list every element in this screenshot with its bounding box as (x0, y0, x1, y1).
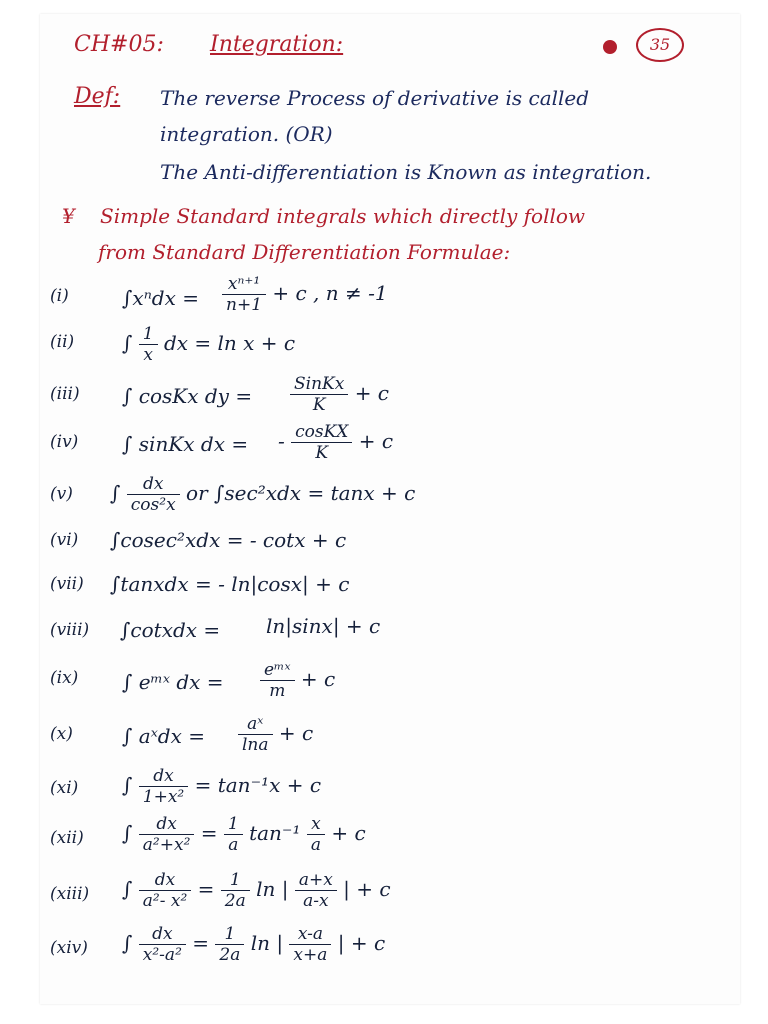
lhs-denominator: a²- x² (142, 891, 188, 911)
section-bullet: ¥ (62, 204, 75, 228)
formula-number: (iv) (50, 432, 79, 452)
lhs-denominator: 1+x² (142, 787, 185, 807)
definition-line-1: The reverse Process of derivative is called (160, 86, 590, 110)
rhs-arg-numerator: x-a (289, 924, 331, 945)
rhs-numerator: eᵐˣ (260, 660, 295, 681)
formula-number: (xiv) (50, 938, 88, 958)
rhs-function: tan⁻¹ (249, 821, 301, 845)
lhs-denominator: x (143, 345, 153, 365)
lhs-tail: = tan⁻¹x + c (194, 773, 322, 797)
integral-sign: ∫ (122, 821, 133, 845)
section-heading-line-2: from Standard Differentiation Formulae: (98, 240, 511, 264)
rhs-tail: | + c (337, 931, 386, 955)
rhs-arg-denominator: x+a (293, 945, 328, 965)
rhs-numerator: SinKx (290, 374, 348, 395)
formula-lhs: ∫ aˣdx = (122, 724, 205, 748)
lhs-numerator: dx (139, 924, 186, 945)
rhs-arg-denominator: a (310, 835, 321, 855)
formula-lhs: ∫cosec²xdx = - cotx + c (110, 528, 347, 552)
rhs-numerator: 1 (215, 924, 244, 945)
rhs-denominator: 2a (224, 891, 246, 911)
formula-lhs: ∫tanxdx = - ln|cosx| + c (110, 572, 350, 596)
formula-lhs (122, 766, 321, 807)
integral-sign: ∫ (110, 481, 121, 505)
definition-line-2: integration. (OR) (160, 122, 333, 146)
lhs-numerator: dx (139, 814, 195, 835)
integral-sign: ∫ (122, 773, 133, 797)
definition-line-3: The Anti-differentiation is Known as integration. (160, 160, 652, 184)
integral-sign: ∫ (122, 931, 133, 955)
formula-number: (viii) (50, 620, 90, 640)
integral-sign: ∫ (122, 331, 133, 355)
rhs-numerator: 1 (221, 870, 250, 891)
formula-number: (vi) (50, 530, 79, 550)
rhs-tail: + c (358, 429, 394, 453)
formula-number: (v) (50, 484, 73, 504)
rhs-numerator: xⁿ⁺¹ (222, 274, 266, 295)
section-heading-line-1: Simple Standard integrals which directly follow (100, 204, 586, 228)
rhs-denominator: lna (242, 735, 269, 755)
rhs-numerator: cosKX (291, 422, 352, 443)
formula-lhs (122, 814, 366, 855)
lhs-tail: = (197, 877, 215, 901)
formula-lhs: ∫cotxdx = (120, 618, 221, 642)
formula-number: (vii) (50, 574, 84, 594)
rhs-tail: + c (331, 821, 366, 845)
notebook-page (40, 14, 740, 1004)
formula-lhs (122, 324, 295, 365)
lhs-numerator: dx (127, 474, 180, 495)
rhs-arg-denominator: a-x (303, 891, 329, 911)
rhs-function: ln | (250, 931, 284, 955)
formula-rhs (222, 274, 388, 315)
formula-lhs: ∫xⁿdx = (122, 286, 200, 310)
rhs-tail: + c (300, 667, 336, 691)
formula-rhs: ln|sinx| + c (266, 614, 381, 638)
lhs-tail: = (192, 931, 210, 955)
lhs-numerator: dx (139, 870, 192, 891)
lhs-numerator: 1 (139, 324, 158, 345)
formula-rhs (278, 422, 393, 463)
formula-rhs (238, 714, 313, 755)
rhs-denominator: 2a (219, 945, 241, 965)
formula-number: (x) (50, 724, 73, 744)
rhs-arg-numerator: x (307, 814, 325, 835)
chapter-heading: CH#05: (74, 32, 164, 57)
rhs-tail: + c , n ≠ -1 (272, 281, 388, 305)
lhs-tail: = (200, 821, 218, 845)
lhs-denominator: cos²x (130, 495, 176, 515)
rhs-denominator: K (312, 395, 326, 415)
formula-number: (ix) (50, 668, 79, 688)
rhs-tail: + c (278, 721, 314, 745)
integral-sign: ∫ (122, 877, 133, 901)
formula-lhs (122, 924, 385, 965)
formula-rhs: ln x + c (217, 331, 296, 355)
formula-number: (xiii) (50, 884, 90, 904)
formula-number: (iii) (50, 384, 80, 404)
rhs-tail: + c (354, 381, 390, 405)
rhs-numerator: 1 (224, 814, 243, 835)
formula-number: (ii) (50, 332, 75, 352)
page-number-badge: 35 (636, 28, 684, 62)
rhs-denominator: n+1 (226, 295, 263, 315)
rhs-denominator: a (228, 835, 239, 855)
formula-lhs (110, 474, 415, 515)
lhs-denominator: a²+x² (142, 835, 191, 855)
formula-number: (i) (50, 286, 69, 306)
rhs-arg-numerator: a+x (295, 870, 337, 891)
rhs-denominator: K (315, 443, 329, 463)
formula-rhs (260, 660, 335, 701)
rhs-minus: - (278, 429, 285, 453)
rhs-tail: | + c (343, 877, 391, 901)
formula-number: (xii) (50, 828, 84, 848)
red-dot-mark (603, 40, 617, 54)
formula-lhs (122, 870, 391, 911)
definition-label: Def: (74, 84, 121, 109)
formula-number: (xi) (50, 778, 79, 798)
rhs-denominator: m (269, 681, 286, 701)
lhs-numerator: dx (139, 766, 188, 787)
formula-lhs: ∫ cosKx dy = (122, 384, 253, 408)
page-title (210, 32, 343, 57)
formula-rhs (290, 374, 389, 415)
lhs-denominator: x²-a² (142, 945, 182, 965)
lhs-tail: dx = (163, 331, 212, 355)
lhs-tail: or ∫sec²xdx = tanx + c (186, 481, 416, 505)
formula-lhs: ∫ eᵐˣ dx = (122, 670, 224, 694)
rhs-function: ln | (256, 877, 289, 901)
title-text: Integration: (210, 32, 344, 57)
rhs-numerator: aˣ (238, 714, 273, 735)
formula-lhs: ∫ sinKx dx = (122, 432, 249, 456)
